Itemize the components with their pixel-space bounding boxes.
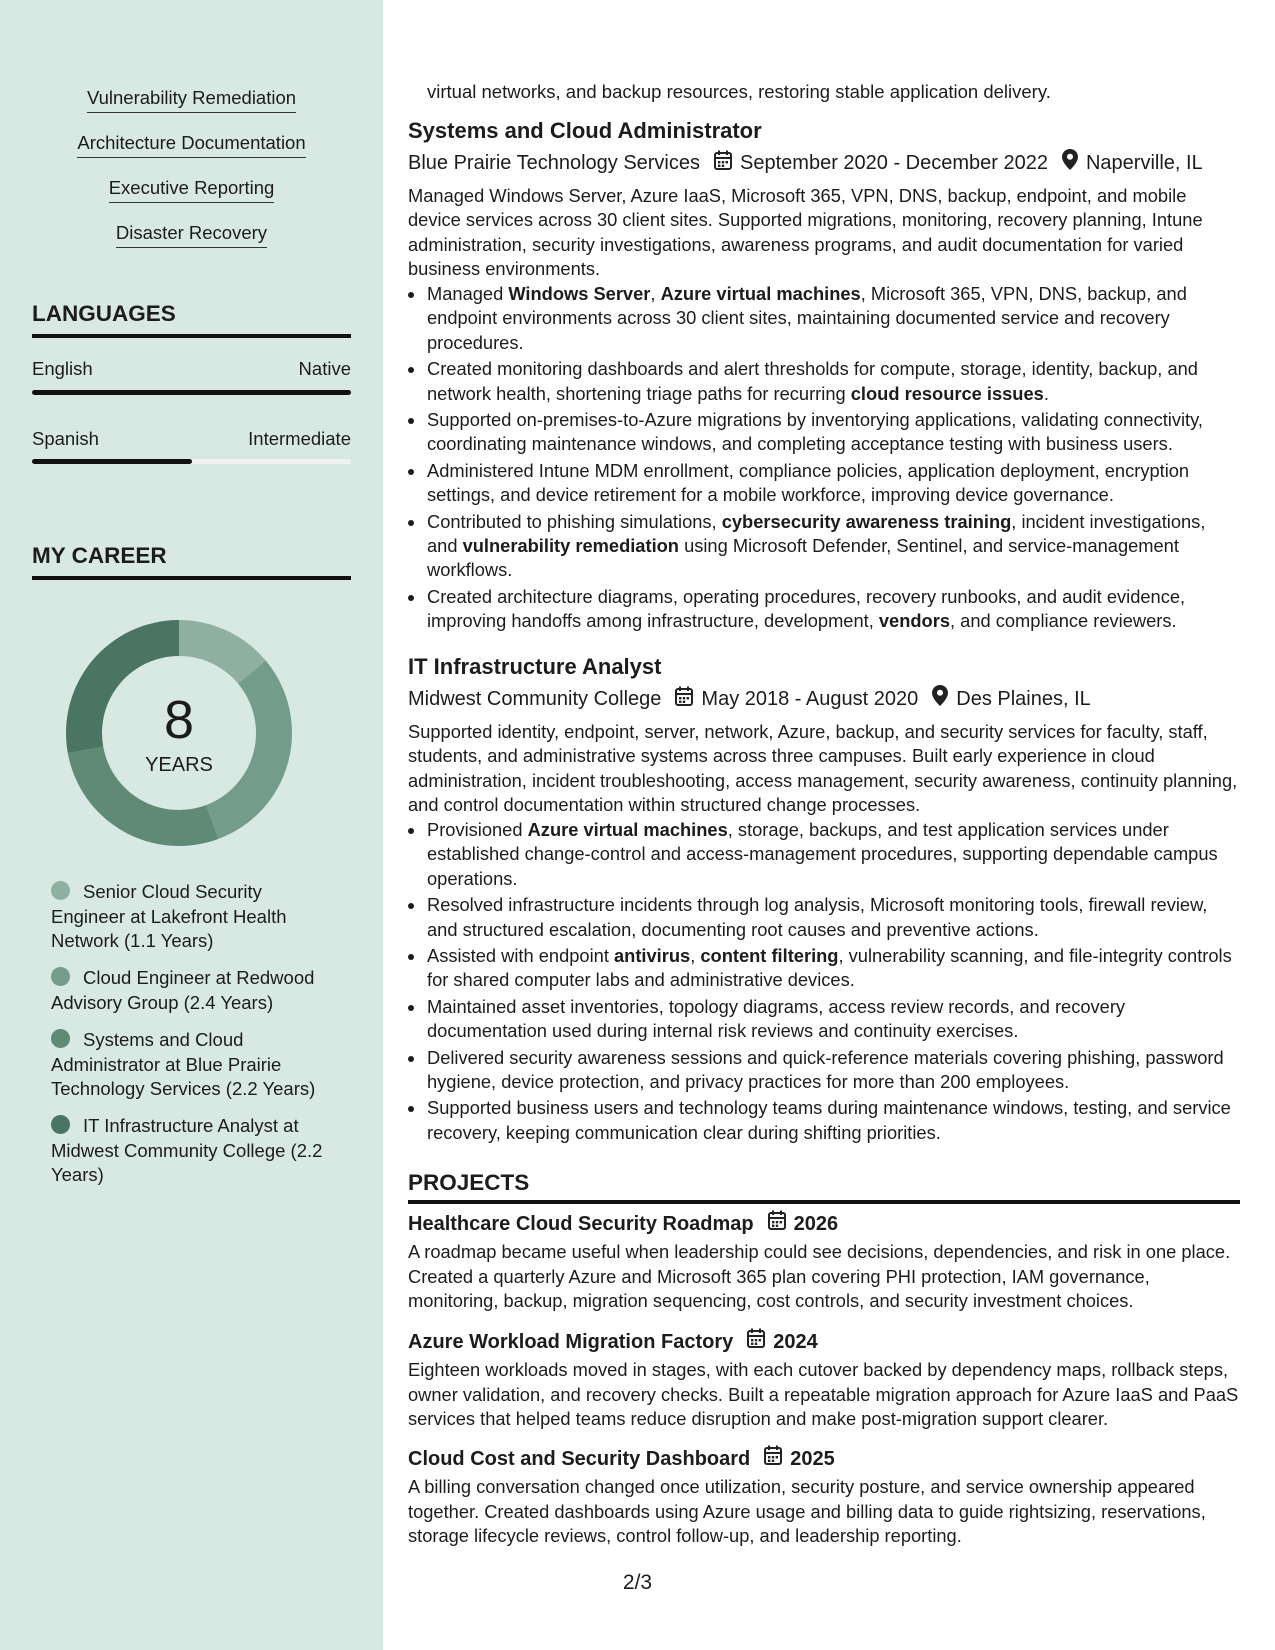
career-legend-text: Cloud Engineer at Redwood Advisory Group (2.4 Years) <box>51 967 315 1013</box>
job-bullet: Maintained asset inventories, topology diagrams, access review records, and recovery documentation used during internal risk reviews and continuity exercises. <box>408 995 1240 1044</box>
calendar-icon <box>747 1328 765 1355</box>
job-meta <box>408 685 1240 713</box>
project-title: Healthcare Cloud Security Roadmap <box>408 1212 754 1235</box>
project-entry <box>408 1210 1240 1314</box>
skill-label: Executive Reporting <box>109 176 275 203</box>
job-title: Systems and Cloud Administrator <box>408 118 762 143</box>
skill-label: Architecture Documentation <box>77 131 305 158</box>
job-entry <box>408 117 1240 635</box>
career-donut-chart <box>66 620 292 846</box>
project-title-row <box>408 1445 1240 1472</box>
skills-list <box>0 86 383 266</box>
calendar-icon <box>768 1210 786 1237</box>
company-name: Midwest Community College <box>408 688 662 710</box>
language-bar-fill <box>32 390 351 395</box>
job-bullets <box>408 282 1240 633</box>
project-year: 2026 <box>793 1212 839 1235</box>
legend-dot <box>51 1115 70 1134</box>
career-legend-item <box>51 966 331 1015</box>
projects-heading: PROJECTS <box>408 1170 1240 1204</box>
legend-dot <box>51 967 70 986</box>
donut-slice <box>206 661 292 839</box>
project-title: Azure Workload Migration Factory <box>408 1330 734 1353</box>
calendar-icon <box>764 1445 782 1472</box>
job-bullets <box>408 818 1240 1145</box>
career-legend-item <box>51 880 331 954</box>
project-year: 2024 <box>773 1330 818 1353</box>
career-heading: MY CAREER <box>32 543 351 580</box>
project-entry <box>408 1445 1240 1549</box>
calendar-icon <box>675 686 693 713</box>
skill-tag <box>0 86 383 131</box>
total-years-number: 8 <box>163 690 195 750</box>
career-legend-item <box>51 1114 331 1188</box>
legend-dot <box>51 881 70 900</box>
language-level: Native <box>298 358 351 379</box>
job-bullet: Created monitoring dashboards and alert thresholds for compute, storage, identity, backup, and network health, shortening triage paths for recurring cloud resource issues. <box>408 357 1240 406</box>
language-name: English <box>32 358 93 379</box>
career-legend-text: Systems and Cloud Administrator at Blue Prairie Technology Services (2.2 Years) <box>51 1029 316 1099</box>
job-bullet: Assisted with endpoint antivirus, content filtering, vulnerability scanning, and file-integrity controls for shared computer labs and administrative devices. <box>408 944 1240 993</box>
language-row-english <box>32 358 351 380</box>
job-bullet: Managed Windows Server, Azure virtual machines, Microsoft 365, VPN, DNS, backup, and endpoint environments across 30 client sites, maintaining documented service and recovery procedures. <box>408 282 1240 355</box>
skill-tag <box>0 131 383 176</box>
language-bar-english <box>32 390 351 395</box>
job-summary: Managed Windows Server, Azure IaaS, Microsoft 365, VPN, DNS, backup, endpoint, and mobile device services across 30 client sites. Supported migrations, monitoring, recovery planning, Intune administration, security investigations, awareness programs, and audit documentation for varied business environments. <box>408 185 1203 279</box>
language-row-spanish <box>32 428 351 450</box>
career-legend-item <box>51 1028 331 1102</box>
total-years-label: YEARS <box>145 754 213 776</box>
project-year: 2025 <box>790 1447 835 1470</box>
job-title: IT Infrastructure Analyst <box>408 654 662 679</box>
job-dates: September 2020 - December 2022 <box>740 152 1048 174</box>
project-description: Eighteen workloads moved in stages, with each cutover backed by dependency maps, rollback steps, owner validation, and recovery checks. Built a repeatable migration approach for Azure IaaS and PaaS services that helped teams reduce disruption and make post-migration support clearer. <box>408 1359 1239 1429</box>
job-dates: May 2018 - August 2020 <box>701 688 919 710</box>
job-meta <box>408 149 1240 177</box>
project-title-row <box>408 1210 1240 1237</box>
job-bullet: Provisioned Azure virtual machines, storage, backups, and test application services under established change-control and access-management procedures, supporting dependable campus operations. <box>408 818 1240 891</box>
job-bullet: Delivered security awareness sessions and quick-reference materials covering phishing, password hygiene, device protection, and privacy practices for more than 200 employees. <box>408 1046 1240 1095</box>
project-description: A billing conversation changed once utilization, security posture, and service ownership appeared together. Created dashboards using Azure usage and billing data to guide rightsizing, reservations, storage lifecycle reviews, control follow-up, and leadership reporting. <box>408 1476 1206 1546</box>
map-pin-icon <box>932 685 948 713</box>
project-entry <box>408 1328 1240 1432</box>
project-title: Cloud Cost and Security Dashboard <box>408 1447 751 1470</box>
job-bullet: Supported on-premises-to-Azure migrations by inventorying applications, validating connectivity, coordinating maintenance windows, and completing acceptance testing with business users. <box>408 408 1240 457</box>
map-pin-icon <box>1062 149 1078 177</box>
job-summary: Supported identity, endpoint, server, network, Azure, backup, and security services for faculty, staff, students, and administrative systems across three campuses. Built early experience in cloud administration, incident troubleshooting, access management, security awareness, continuity planning, and control documentation within structured change processes. <box>408 721 1238 815</box>
language-bar-fill <box>32 459 192 464</box>
job-location: Des Plaines, IL <box>956 688 1091 710</box>
job-bullet: Resolved infrastructure incidents through log analysis, Microsoft monitoring tools, firewall review, and structured escalation, documenting root causes and preventive actions. <box>408 893 1240 942</box>
project-description: A roadmap became useful when leadership could see decisions, dependencies, and risk in one place. Created a quarterly Azure and Microsoft 365 plan covering PHI protection, IAM governance, monitoring, backup, migration sequencing, cost controls, and security investment choices. <box>408 1241 1231 1311</box>
job-entry <box>408 653 1240 1147</box>
legend-dot <box>51 1029 70 1048</box>
language-bar-spanish <box>32 459 351 464</box>
sidebar <box>0 0 383 1650</box>
page-number: 2/3 <box>622 1571 653 1594</box>
job-location: Naperville, IL <box>1085 152 1203 174</box>
skill-label: Disaster Recovery <box>116 221 267 248</box>
company-name: Blue Prairie Technology Services <box>408 152 701 174</box>
language-level: Intermediate <box>248 428 351 449</box>
languages-heading: LANGUAGES <box>32 301 351 338</box>
skill-label: Vulnerability Remediation <box>87 86 296 113</box>
continued-bullet-text: virtual networks, and backup resources, restoring stable application delivery. <box>427 81 1051 102</box>
project-title-row <box>408 1328 1240 1355</box>
job-bullet: Created architecture diagrams, operating procedures, recovery runbooks, and audit evidence, improving handoffs among infrastructure, development, vendors, and compliance reviewers. <box>408 585 1240 634</box>
career-legend-text: IT Infrastructure Analyst at Midwest Community College (2.2 Years) <box>51 1115 323 1185</box>
calendar-icon <box>714 150 732 177</box>
job-bullet: Supported business users and technology teams during maintenance windows, testing, and service recovery, keeping communication clear during shifting priorities. <box>408 1096 1240 1145</box>
job-bullet: Administered Intune MDM enrollment, compliance policies, application deployment, encryption settings, and device retirement for a mobile workforce, improving device governance. <box>408 459 1240 508</box>
career-legend-text: Senior Cloud Security Engineer at Lakefront Health Network (1.1 Years) <box>51 881 287 951</box>
skill-tag <box>0 176 383 221</box>
language-name: Spanish <box>32 428 99 449</box>
job-bullet: Contributed to phishing simulations, cybersecurity awareness training, incident investigations, and vulnerability remediation using Microsoft Defender, Sentinel, and service-management workflows. <box>408 510 1240 583</box>
skill-tag <box>0 221 383 266</box>
